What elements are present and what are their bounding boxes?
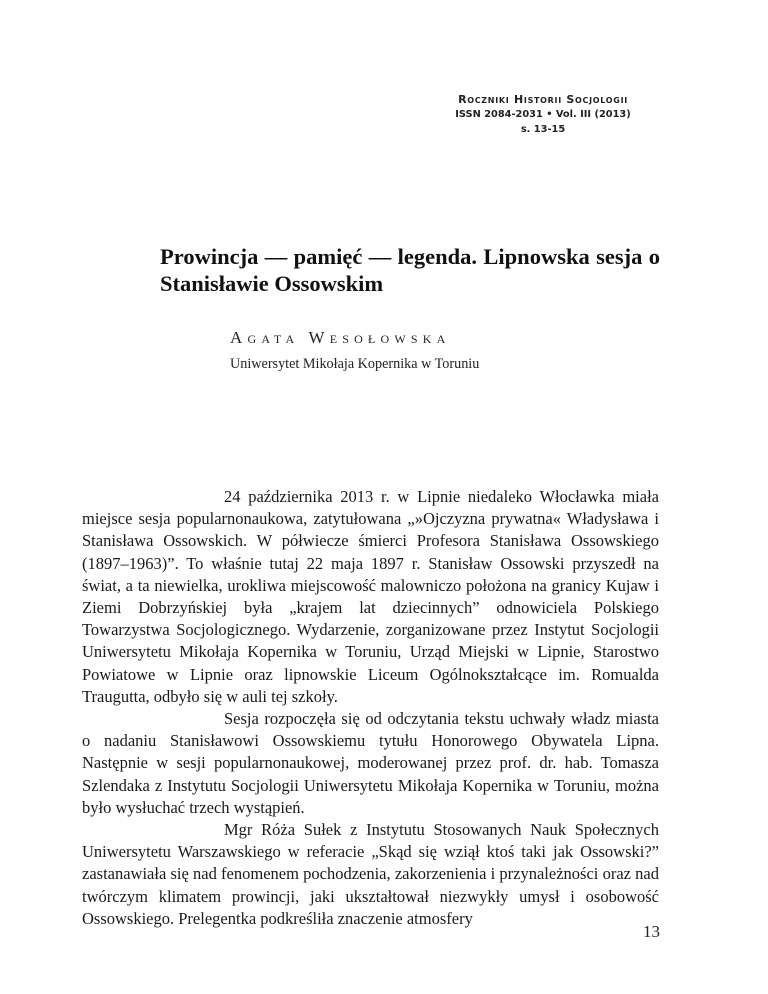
issn-volume: ISSN 2084-2031 • Vol. III (2013) xyxy=(455,109,631,120)
article-body xyxy=(82,486,659,930)
author-affiliation: Uniwersytet Mikołaja Kopernika w Toruniu xyxy=(230,356,480,372)
page-number: 13 xyxy=(643,922,660,941)
author-name: Agata Wesołowska xyxy=(230,328,451,347)
paragraph: Mgr Róża Sułek z Instytutu Stosowanych Nauk Społecznych Uniwersytetu Warszawskiego w referacie „Skąd się wziął ktoś taki jak Ossowski?” zastanawiała się nad fenomenem pochodzenia, zakorzenienia i przynależności oraz nad twórczym klimatem prowincji, jaki ukształtował niezwykły umysł i osobowość Ossowskiego. Prelegentka podkreśliła znaczenie atmosfery xyxy=(82,820,659,928)
paragraph: 24 października 2013 r. w Lipnie niedaleko Włocławka miała miejsce sesja popularnonaukowa, zatytułowana „»Ojczyzna prywatna« Władysława i Stanisława Ossowskich. W półwiecze śmierci Profesora Stanisława Ossowskiego (1897–1963)”. To właśnie tutaj 22 maja 1897 r. Stanisław Ossowski przyszedł na świat, a ta niewielka, urokliwa miejscowość malowniczo położona na granicy Kujaw i Ziemi Dobrzyńskiej była „krajem lat dziecinnych” odnowiciela Polskiego Towarzystwa Socjologicznego. Wydarzenie, zorganizowane przez Instytut Socjologii Uniwersytetu Mikołaja Kopernika w Toruniu, Urząd Miejski w Lipnie, Starostwo Powiatowe w Lipnie oraz lipnowskie Liceum Ogólnokształcące im. Romualda Traugutta, odbyło się w auli tej szkoły. xyxy=(82,487,659,706)
journal-name: Roczniki Historii Socjologii xyxy=(458,93,628,106)
journal-header xyxy=(400,92,686,137)
page-range: s. 13-15 xyxy=(520,124,566,135)
paragraph: Sesja rozpoczęła się od odczytania tekstu uchwały władz miasta o nadaniu Stanisławowi Ossowskiemu tytułu Honorowego Obywatela Lipna. Następnie w sesji popularnonaukowej, moderowanej przez prof. dr. hab. Tomasza Szlendaka z Instytutu Socjologii Uniwersytetu Mikołaja Kopernika w Toruniu, można było wysłuchać trzech wystąpień. xyxy=(82,709,659,817)
article-title: Prowincja — pamięć — legenda. Lipnowska sesja o Stanisławie Ossowskim xyxy=(160,244,660,296)
